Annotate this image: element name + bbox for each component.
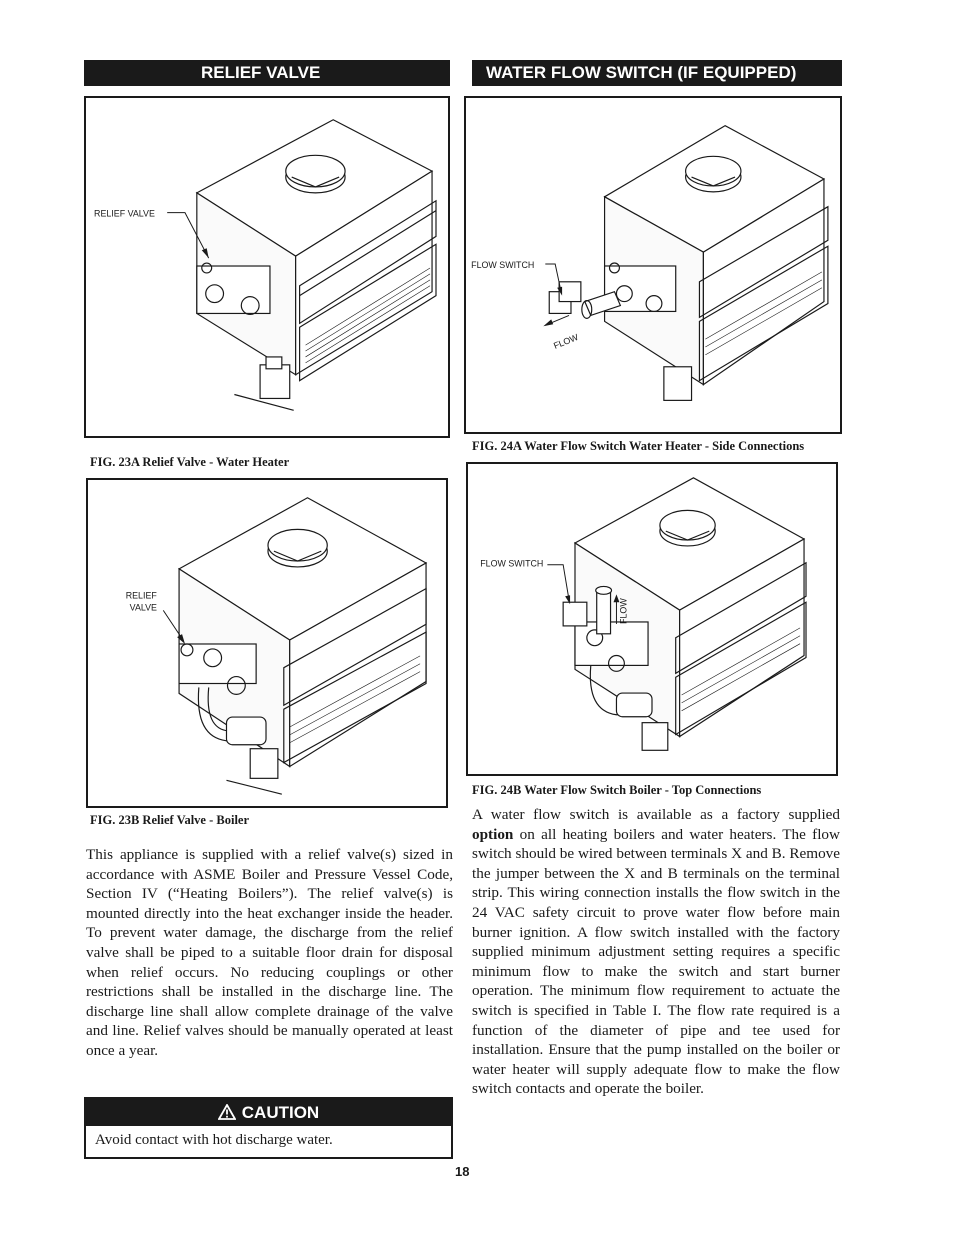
flow-switch-label: FLOW SWITCH (471, 259, 535, 270)
fig23b-illustration (88, 480, 446, 806)
flow-switch-label: FLOW SWITCH (480, 558, 544, 569)
relief-valve-label: RELIEF VALVE (94, 208, 155, 219)
fig24a-caption: FIG. 24A Water Flow Switch Water Heater - Side Connections (472, 439, 805, 453)
warning-triangle-icon (218, 1101, 236, 1128)
fig23b-caption: FIG. 23B Relief Valve - Boiler (90, 813, 250, 827)
figure-24a (464, 96, 842, 434)
relief-valve-paragraph: This appliance is supplied with a relief valve(s) sized in accordance with ASME Boiler and Pressure Vessel Code, Section IV (“Heating Boilers”). The relief valve(s) is mounted directly into the heat exchanger inside the header. To prevent water damage, the discharge from the relief valve shall be piped to a suitable floor drain for disposal when relief occurs. No reducing couplings or other restrictions shall be installed in the discharge line. The discharge line shall allow complete drainage of the valve and line. Relief valves should be manually operated at least once a year. (86, 846, 453, 1059)
fig24b-caption: FIG. 24B Water Flow Switch Boiler - Top Connections (472, 783, 762, 797)
fig23a-caption: FIG. 23A Relief Valve - Water Heater (90, 455, 290, 469)
figure-23a (84, 96, 450, 438)
flow-direction-label: FLOW (552, 331, 580, 351)
caution-text: Avoid contact with hot discharge water. (95, 1132, 333, 1148)
caution-box (84, 1097, 453, 1159)
fig24a-illustration (466, 98, 840, 432)
fig23a-illustration (86, 98, 448, 436)
flow-direction-label: FLOW (618, 598, 629, 624)
figure-24b (466, 462, 838, 776)
relief-valve-label-line2: VALVE (129, 602, 157, 613)
relief-valve-header: RELIEF VALVE (84, 60, 450, 86)
flow-switch-paragraph: A water flow switch is available as a factory supplied option on all heating boilers and water heaters. The flow switch should be wired between terminals X and B. Remove the jumper between the X and B terminals on the terminal strip. This wiring connection installs the flow switch in the 24 VAC safety circuit to prove water flow before main burner ignition. A flow switch installed with the factory supplied minimum adjustment setting requires a specific minimum flow to make the switch and start burner operation. The minimum flow requirement to actuate the switch is specified in Table I. The flow rate required is a function of the diameter of pipe and tee used for installation. Ensure that the pump installed on the boiler or water heater will supply adequate flow to make the flow switch contacts and operate the boiler. (472, 806, 840, 1098)
page-number: 18 (455, 1164, 470, 1179)
relief-valve-label-line1: RELIEF (125, 590, 157, 601)
water-flow-switch-header: WATER FLOW SWITCH (IF EQUIPPED) (472, 60, 842, 86)
figure-23b (86, 478, 448, 808)
caution-header: CAUTION (86, 1099, 451, 1126)
fig24b-illustration (468, 464, 836, 774)
